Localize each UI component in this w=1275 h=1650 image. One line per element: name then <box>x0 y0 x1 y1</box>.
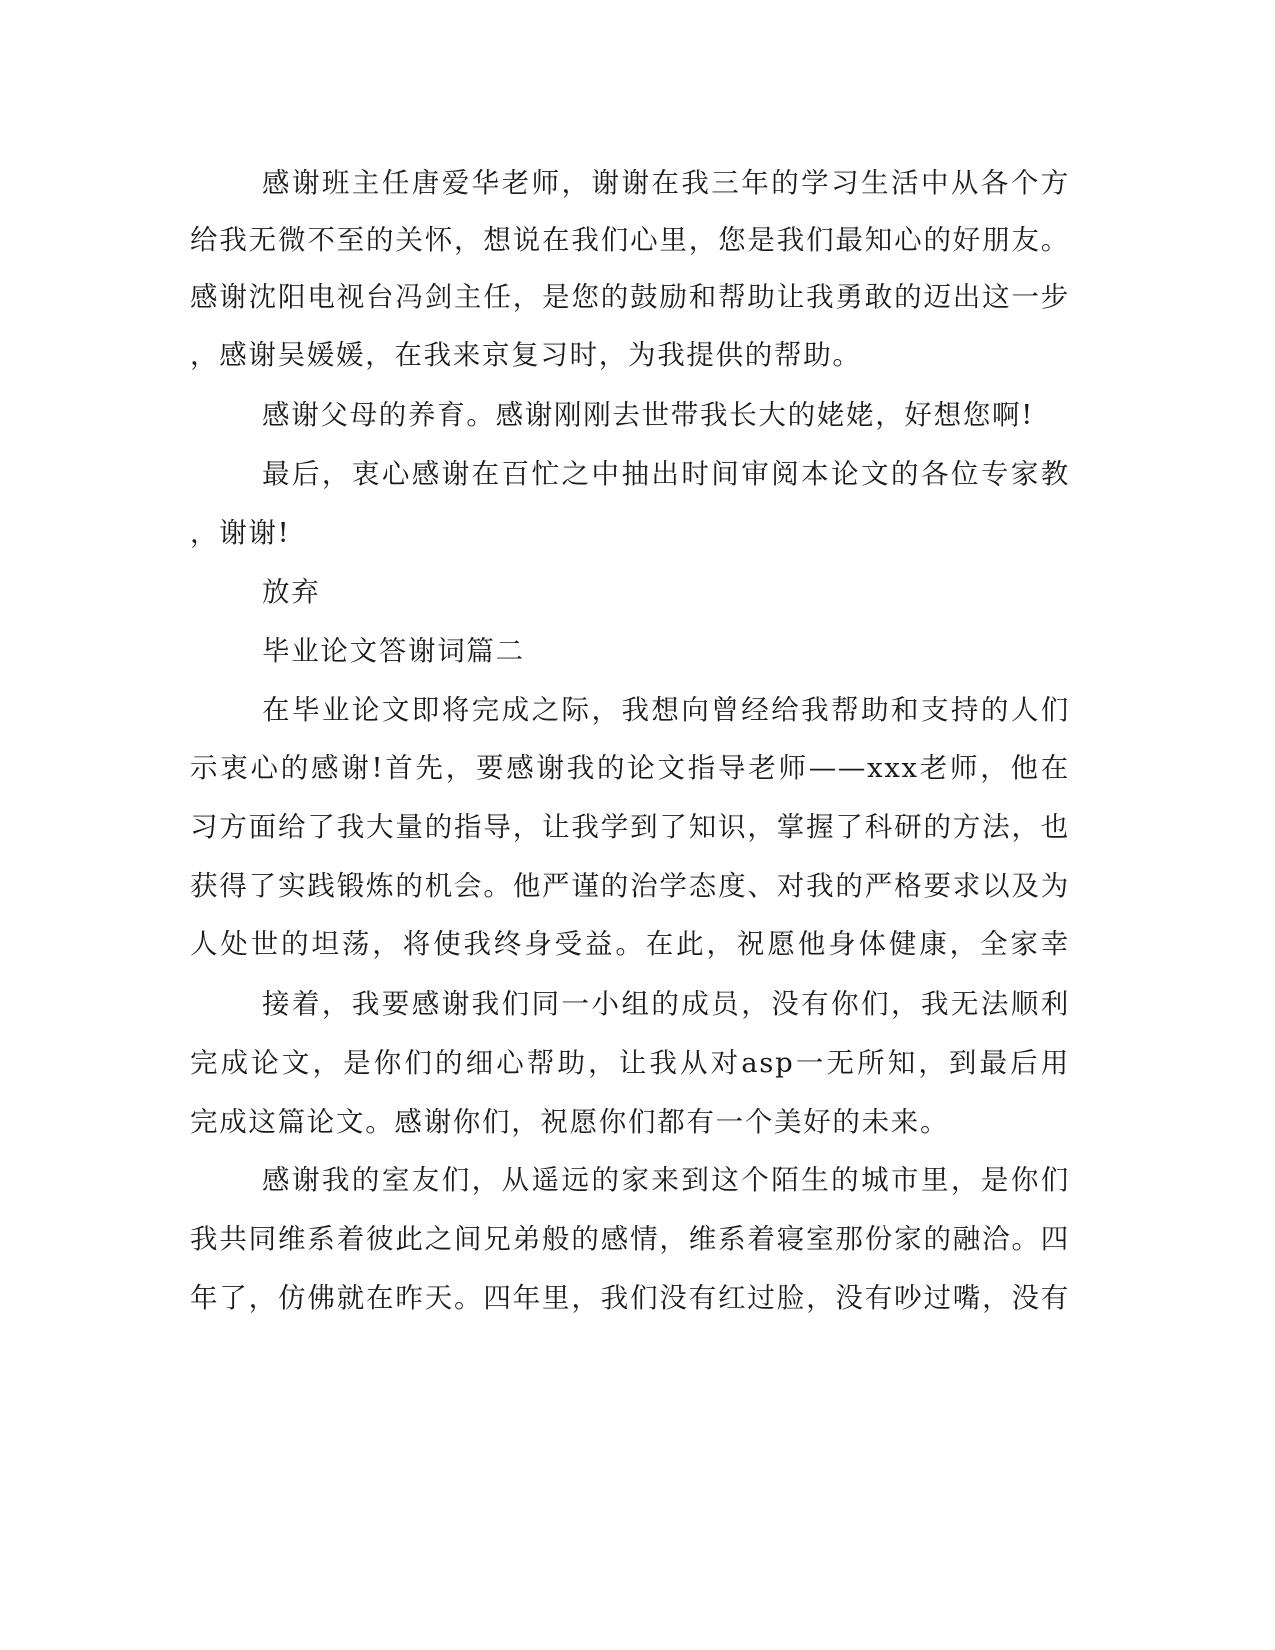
paragraph-1-line-3: 感谢沈阳电视台冯剑主任，是您的鼓励和帮助让我勇敢的迈出这一步 <box>190 281 1070 313</box>
paragraph-2-line-1: 感谢父母的养育。感谢刚刚去世带我长大的姥姥，好想您啊! <box>262 399 1034 431</box>
paragraph-5-line-2: 示衷心的感谢!首先，要感谢我的论文指导老师——xxx老师，他在 <box>190 752 1070 784</box>
paragraph-5-line-1: 在毕业论文即将完成之际，我想向曾经给我帮助和支持的人们 <box>262 694 1070 726</box>
paragraph-5-line-5: 人处世的坦荡，将使我终身受益。在此，祝愿他身体健康，全家幸 <box>190 928 1070 960</box>
paragraph-5-line-4: 获得了实践锻炼的机会。他严谨的治学态度、对我的严格要求以及为 <box>190 870 1070 902</box>
section-heading: 毕业论文答谢词篇二 <box>262 635 525 667</box>
paragraph-3-line-1: 最后，衷心感谢在百忙之中抽出时间审阅本论文的各位专家教 <box>262 458 1070 490</box>
paragraph-1-line-2: 给我无微不至的关怀，想说在我们心里，您是我们最知心的好朋友。 <box>190 224 1070 256</box>
paragraph-5-line-3: 习方面给了我大量的指导，让我学到了知识，掌握了科研的方法，也 <box>190 811 1070 843</box>
paragraph-1-line-4: ，感谢吴媛媛，在我来京复习时，为我提供的帮助。 <box>190 339 862 371</box>
paragraph-7-line-3: 年了，仿佛就在昨天。四年里，我们没有红过脸，没有吵过嘴，没有 <box>190 1282 1070 1314</box>
paragraph-1-line-1: 感谢班主任唐爱华老师，谢谢在我三年的学习生活中从各个方 <box>262 167 1070 199</box>
paragraph-7-line-2: 我共同维系着彼此之间兄弟般的感情，维系着寝室那份家的融洽。四 <box>190 1223 1070 1255</box>
paragraph-7-line-1: 感谢我的室友们，从遥远的家来到这个陌生的城市里，是你们 <box>262 1164 1070 1196</box>
paragraph-4-line-1: 放弃 <box>262 576 321 608</box>
paragraph-3-line-2: ，谢谢! <box>190 517 291 549</box>
paragraph-6-line-3: 完成这篇论文。感谢你们，祝愿你们都有一个美好的未来。 <box>190 1106 950 1138</box>
paragraph-6-line-1: 接着，我要感谢我们同一小组的成员，没有你们，我无法顺利 <box>262 988 1070 1020</box>
paragraph-6-line-2: 完成论文，是你们的细心帮助，让我从对asp一无所知，到最后用 <box>190 1047 1070 1079</box>
